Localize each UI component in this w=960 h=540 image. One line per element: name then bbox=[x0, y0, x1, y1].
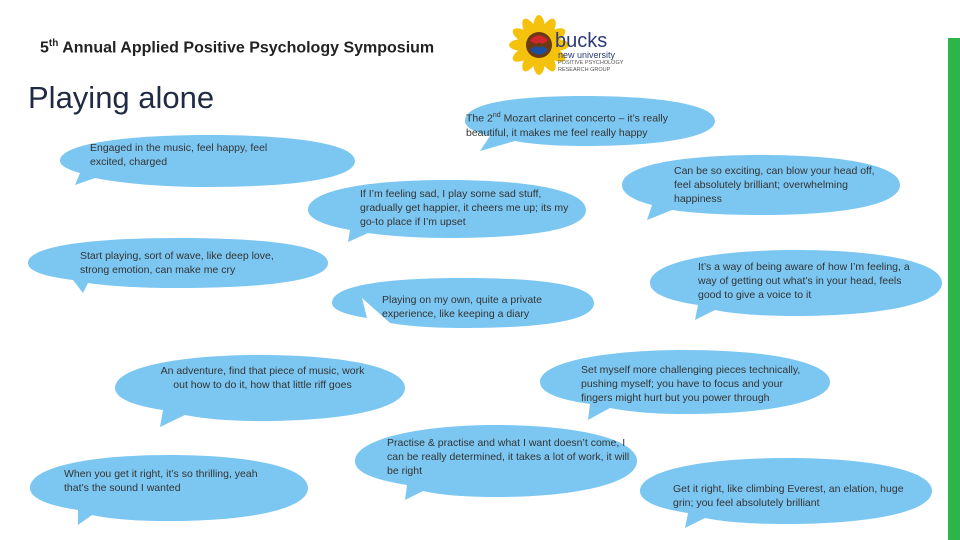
title-text: Annual Applied Positive Psychology Symposium bbox=[58, 39, 435, 57]
symposium-title bbox=[40, 38, 434, 57]
logo-tagline bbox=[558, 60, 623, 74]
quote-text: The 2nd Mozart clarinet concerto – it’s really beautiful, it makes me feel really happy bbox=[466, 112, 668, 139]
quote-text: Engaged in the music, feel happy, feel excited, charged bbox=[90, 142, 268, 168]
quote-text: Set myself more challenging pieces technically, pushing myself; you have to focus and your fingers might hurt but you power through bbox=[581, 364, 801, 404]
quote-bubble-adventure bbox=[115, 355, 405, 421]
quote-bubble-private bbox=[332, 278, 594, 328]
quote-bubble-challenging bbox=[540, 350, 830, 414]
quote-bubble-exciting bbox=[622, 155, 900, 215]
title-ordinal-suffix: th bbox=[48, 38, 59, 49]
quote-bubble-practise bbox=[355, 425, 637, 497]
quote-text: It’s a way of being aware of how I’m feeling, a way of getting out what’s in your head, feels good to give a voice to it bbox=[698, 261, 910, 301]
logo-tagline-line1: POSITIVE PSYCHOLOGY bbox=[558, 60, 624, 66]
quote-bubble-wave bbox=[28, 238, 328, 288]
quote-bubble-sad bbox=[308, 180, 586, 238]
quote-text: Practise & practise and what I want doesn’t come, I can be really determined, it takes a lot of work, it will be right bbox=[387, 437, 630, 477]
quote-bubble-everest bbox=[640, 458, 932, 524]
quote-text: An adventure, find that piece of music, work out how to do it, how that little riff goes bbox=[160, 365, 365, 391]
logo-subtitle: new university bbox=[558, 50, 616, 60]
quote-bubble-mozart bbox=[445, 96, 715, 146]
quote-text: Can be so exciting, can blow your head off, feel absolutely brilliant; overwhelming happiness bbox=[674, 165, 875, 205]
quote-text: Get it right, like climbing Everest, an elation, huge grin; you feel absolutely brilliant bbox=[673, 483, 904, 509]
logo-name: bucks bbox=[555, 30, 608, 52]
quote-text: When you get it right, it’s so thrilling, yeah that’s the sound I wanted bbox=[64, 468, 258, 494]
quote-bubble-thrilling bbox=[30, 455, 308, 521]
slide-title: Playing alone bbox=[28, 80, 215, 115]
quote-text: If I’m feeling sad, I play some sad stuff, gradually get happier, it cheers me up; its my go-to place if I’m upset bbox=[360, 188, 569, 228]
quote-bubble-aware bbox=[650, 250, 942, 316]
quote-text: Start playing, sort of wave, like deep love, strong emotion, can make me cry bbox=[80, 250, 274, 276]
title-ordinal: 5 bbox=[40, 39, 49, 57]
quote-text: Playing on my own, quite a private experience, like keeping a diary bbox=[382, 294, 542, 320]
accent-side-bar bbox=[948, 38, 960, 540]
logo-tagline-line2: RESEARCH GROUP bbox=[558, 67, 611, 73]
